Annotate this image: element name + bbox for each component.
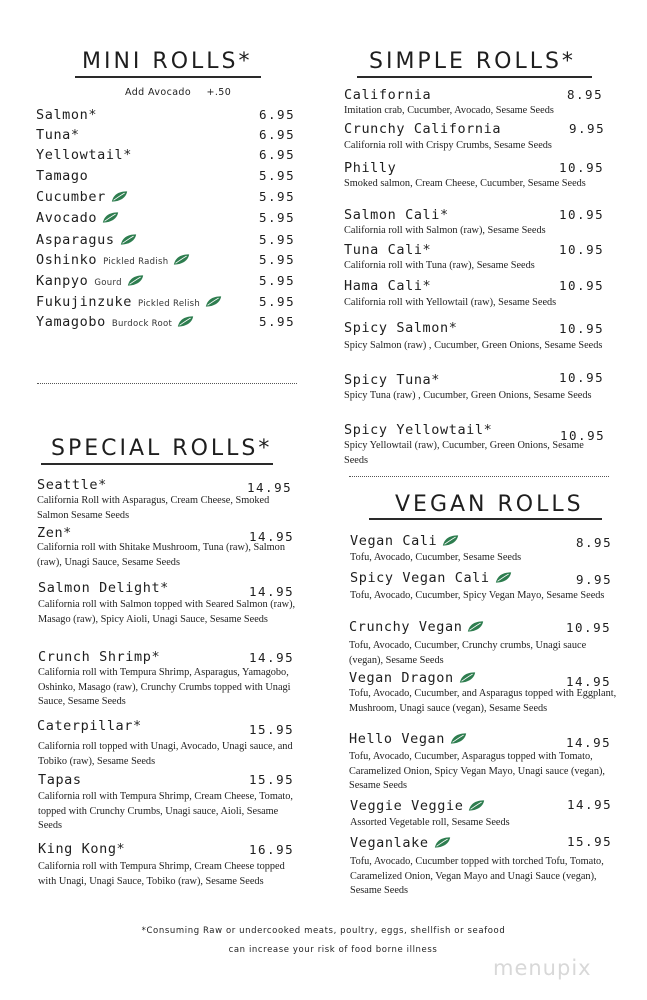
item-name: Vegan Cali (350, 533, 438, 549)
list-item (36, 314, 194, 330)
item-description: California roll with Tempura Shrimp, Asparagus, Yamagobo, Oshinko, Masago (raw), Crunchy Crumbs topped with Unagi Sauce, Sesame Seeds (38, 667, 291, 707)
item-price: 14.95 (566, 735, 612, 750)
item-price: 16.95 (249, 842, 295, 857)
list-item: Spicy Yellowtail* (344, 422, 493, 438)
list-item: Philly (344, 160, 397, 176)
mini-rolls-underline (75, 76, 261, 78)
item-name: Kanpyo (36, 273, 89, 289)
list-item (36, 127, 80, 143)
list-item: Salmon Delight* (38, 580, 169, 596)
item-name: Salmon* (36, 107, 98, 123)
list-item: Caterpillar* (37, 718, 142, 734)
item-price: 14.95 (249, 584, 295, 599)
item-description: Tofu, Avocado, Cucumber, Sesame Seeds (350, 552, 522, 563)
item-name: Tamago (36, 168, 89, 184)
list-item (350, 835, 451, 851)
item-description: California roll with Tempura Shrimp, Cream Cheese topped with Unagi, Unagi Sauce, Tobiko (raw), Sesame Seeds (38, 861, 285, 887)
vegan-rolls-title: VEGAN ROLLS (395, 492, 584, 517)
vegan-leaf-icon (467, 620, 484, 633)
list-item: Tapas (38, 772, 82, 788)
list-item (36, 232, 137, 248)
list-item (36, 210, 119, 226)
item-subtitle: Pickled Radish (103, 257, 169, 267)
menupix-watermark: menupix (493, 956, 592, 980)
item-price: 5.95 (259, 232, 296, 247)
list-item (36, 189, 128, 205)
list-item (349, 619, 484, 635)
item-name: Spicy Vegan Cali (350, 570, 490, 586)
item-price: 5.95 (259, 314, 296, 329)
add-avocado-label: Add Avocado (125, 87, 192, 98)
item-price: 6.95 (259, 107, 296, 122)
special-rolls-underline (41, 463, 273, 465)
item-price: 10.95 (566, 620, 612, 635)
item-description: California roll with Shitake Mushroom, Tuna (raw), Salmon (raw), Unagi Sauce, Sesame Seeds (37, 542, 285, 568)
item-name: Vegan Dragon (349, 670, 454, 686)
item-price: 8.95 (567, 87, 604, 102)
item-description: Imitation crab, Cucumber, Avocado, Sesame Seeds (344, 105, 554, 116)
list-item (36, 147, 132, 163)
vegan-leaf-icon (120, 233, 137, 246)
item-price: 10.95 (559, 370, 605, 385)
item-name: Veggie Veggie (350, 798, 464, 814)
item-description: California roll with Crispy Crumbs, Sesame Seeds (344, 140, 552, 151)
item-name: Tuna* (36, 127, 80, 143)
divider-right (349, 476, 609, 477)
list-item: Zen* (37, 525, 72, 541)
item-price: 15.95 (567, 834, 613, 849)
list-item: Crunchy California (344, 121, 502, 137)
list-item (36, 252, 190, 268)
item-name: Yellowtail* (36, 147, 133, 163)
item-description: Spicy Salmon (raw) , Cucumber, Green Onions, Sesame Seeds (344, 340, 603, 351)
list-item: King Kong* (38, 841, 126, 857)
mini-rolls-title: MINI ROLLS* (82, 49, 253, 74)
divider-left (37, 383, 297, 384)
item-description: Assorted Vegetable roll, Sesame Seeds (350, 817, 510, 828)
add-avocado-note (125, 87, 231, 98)
item-name: Yamagobo (36, 314, 106, 330)
item-description: Tofu, Avocado, Cucumber, Asparagus topped with Tomato, Caramelized Onion, Spicy Vegan Mayo, Unagi sauce (vegan), Sesame Seeds (349, 751, 606, 791)
vegan-leaf-icon (173, 253, 190, 266)
item-price: 10.95 (560, 428, 606, 443)
item-name: Asparagus (36, 232, 115, 248)
item-price: 5.95 (259, 210, 296, 225)
vegan-leaf-icon (205, 295, 222, 308)
item-price: 15.95 (249, 772, 295, 787)
vegan-leaf-icon (102, 211, 119, 224)
item-price: 5.95 (259, 273, 296, 288)
item-price: 10.95 (559, 321, 605, 336)
item-name: Avocado (36, 210, 98, 226)
list-item (350, 798, 485, 814)
item-price: 14.95 (567, 797, 613, 812)
item-price: 5.95 (259, 294, 296, 309)
list-item: Hama Cali* (344, 278, 432, 294)
list-item: Spicy Salmon* (344, 320, 458, 336)
item-price: 10.95 (559, 207, 605, 222)
list-item (36, 107, 97, 123)
vegan-leaf-icon (495, 571, 512, 584)
item-description: California roll with Salmon (raw), Sesame Seeds (344, 225, 546, 236)
vegan-rolls-underline (369, 518, 602, 520)
item-price: 9.95 (569, 121, 606, 136)
item-price: 6.95 (259, 147, 296, 162)
item-price: 10.95 (559, 242, 605, 257)
item-description: Smoked salmon, Cream Cheese, Cucumber, Sesame Seeds (344, 178, 586, 189)
list-item (36, 294, 222, 310)
item-name: Veganlake (350, 835, 429, 851)
vegan-leaf-icon (459, 671, 476, 684)
raw-food-warning-line-2: can increase your risk of food borne illness (228, 945, 438, 955)
item-name: Hello Vegan (349, 731, 446, 747)
list-item (36, 273, 144, 289)
item-description: Tofu, Avocado, Cucumber topped with torched Tofu, Tomato, Caramelized Onion, Vegan Mayo and Unagi Sauce (vegan), Sesame Seeds (350, 856, 604, 896)
item-price: 14.95 (249, 650, 295, 665)
item-price: 8.95 (576, 535, 613, 550)
list-item (350, 570, 512, 586)
item-price: 5.95 (259, 168, 296, 183)
vegan-leaf-icon (434, 836, 451, 849)
item-price: 5.95 (259, 189, 296, 204)
list-item (350, 533, 459, 549)
item-price: 10.95 (559, 160, 605, 175)
vegan-leaf-icon (127, 274, 144, 287)
list-item: Crunch Shrimp* (38, 649, 161, 665)
item-price: 14.95 (247, 480, 293, 495)
item-name: Oshinko (36, 252, 98, 268)
item-name: Cucumber (36, 189, 106, 205)
vegan-leaf-icon (111, 190, 128, 203)
item-description: Tofu, Avocado, Cucumber, Spicy Vegan Mayo, Sesame Seeds (350, 590, 605, 601)
simple-rolls-title: SIMPLE ROLLS* (369, 49, 576, 74)
list-item: Spicy Tuna* (344, 372, 441, 388)
item-price: 15.95 (249, 722, 295, 737)
item-description: Spicy Tuna (raw) , Cucumber, Green Onions, Sesame Seeds (344, 390, 592, 401)
list-item: Salmon Cali* (344, 207, 449, 223)
vegan-leaf-icon (177, 315, 194, 328)
item-price: 9.95 (576, 572, 613, 587)
item-description: California roll with Tempura Shrimp, Cream Cheese, Tomato, topped with Crunchy Crumbs, Unagi sauce, Aioli, Sesame Seeds (38, 791, 293, 831)
item-subtitle: Pickled Relish (138, 299, 201, 309)
raw-food-warning-line-1: *Consuming Raw or undercooked meats, poultry, eggs, shellfish or seafood (141, 926, 506, 936)
item-description: Tofu, Avocado, Cucumber, Crunchy crumbs, Unagi sauce (vegan), Sesame Seeds (349, 640, 587, 666)
item-price: 5.95 (259, 252, 296, 267)
item-subtitle: Burdock Root (111, 319, 173, 329)
vegan-leaf-icon (468, 799, 485, 812)
item-description: Tofu, Avocado, Cucumber, and Asparagus topped with Eggplant, Mushroom, Unagi sauce (vegan), Sesame Seeds (349, 688, 617, 714)
item-description: California roll with Yellowtail (raw), Sesame Seeds (344, 297, 557, 308)
list-item: California (344, 87, 432, 103)
item-description: Spicy Yellowtail (raw), Cucumber, Green Onions, Sesame Seeds (344, 440, 584, 466)
list-item: Seattle* (37, 477, 107, 493)
item-description: California roll topped with Unagi, Avocado, Unagi sauce, and Tobiko (raw), Sesame Seeds (38, 741, 293, 767)
item-description: California Roll with Asparagus, Cream Cheese, Smoked Salmon Sesame Seeds (37, 495, 270, 521)
item-description: California roll with Tuna (raw), Sesame Seeds (344, 260, 535, 271)
list-item: Tuna Cali* (344, 242, 432, 258)
item-price: 14.95 (566, 674, 612, 689)
vegan-leaf-icon (442, 534, 459, 547)
item-price: 14.95 (249, 529, 295, 544)
simple-rolls-underline (357, 76, 592, 78)
item-name: Fukujinzuke (36, 294, 133, 310)
item-name: Crunchy Vegan (349, 619, 463, 635)
add-avocado-price: +.50 (206, 87, 232, 98)
list-item (349, 731, 467, 747)
vegan-leaf-icon (450, 732, 467, 745)
item-description: California roll with Salmon topped with Seared Salmon (raw), Masago (raw), Spicy Aioli, Unagi Sauce, Sesame Seeds (38, 599, 296, 625)
list-item (349, 670, 476, 686)
special-rolls-title: SPECIAL ROLLS* (51, 436, 273, 461)
item-price: 6.95 (259, 127, 296, 142)
list-item (36, 168, 88, 184)
item-price: 10.95 (559, 278, 605, 293)
item-subtitle: Gourd (94, 278, 122, 288)
